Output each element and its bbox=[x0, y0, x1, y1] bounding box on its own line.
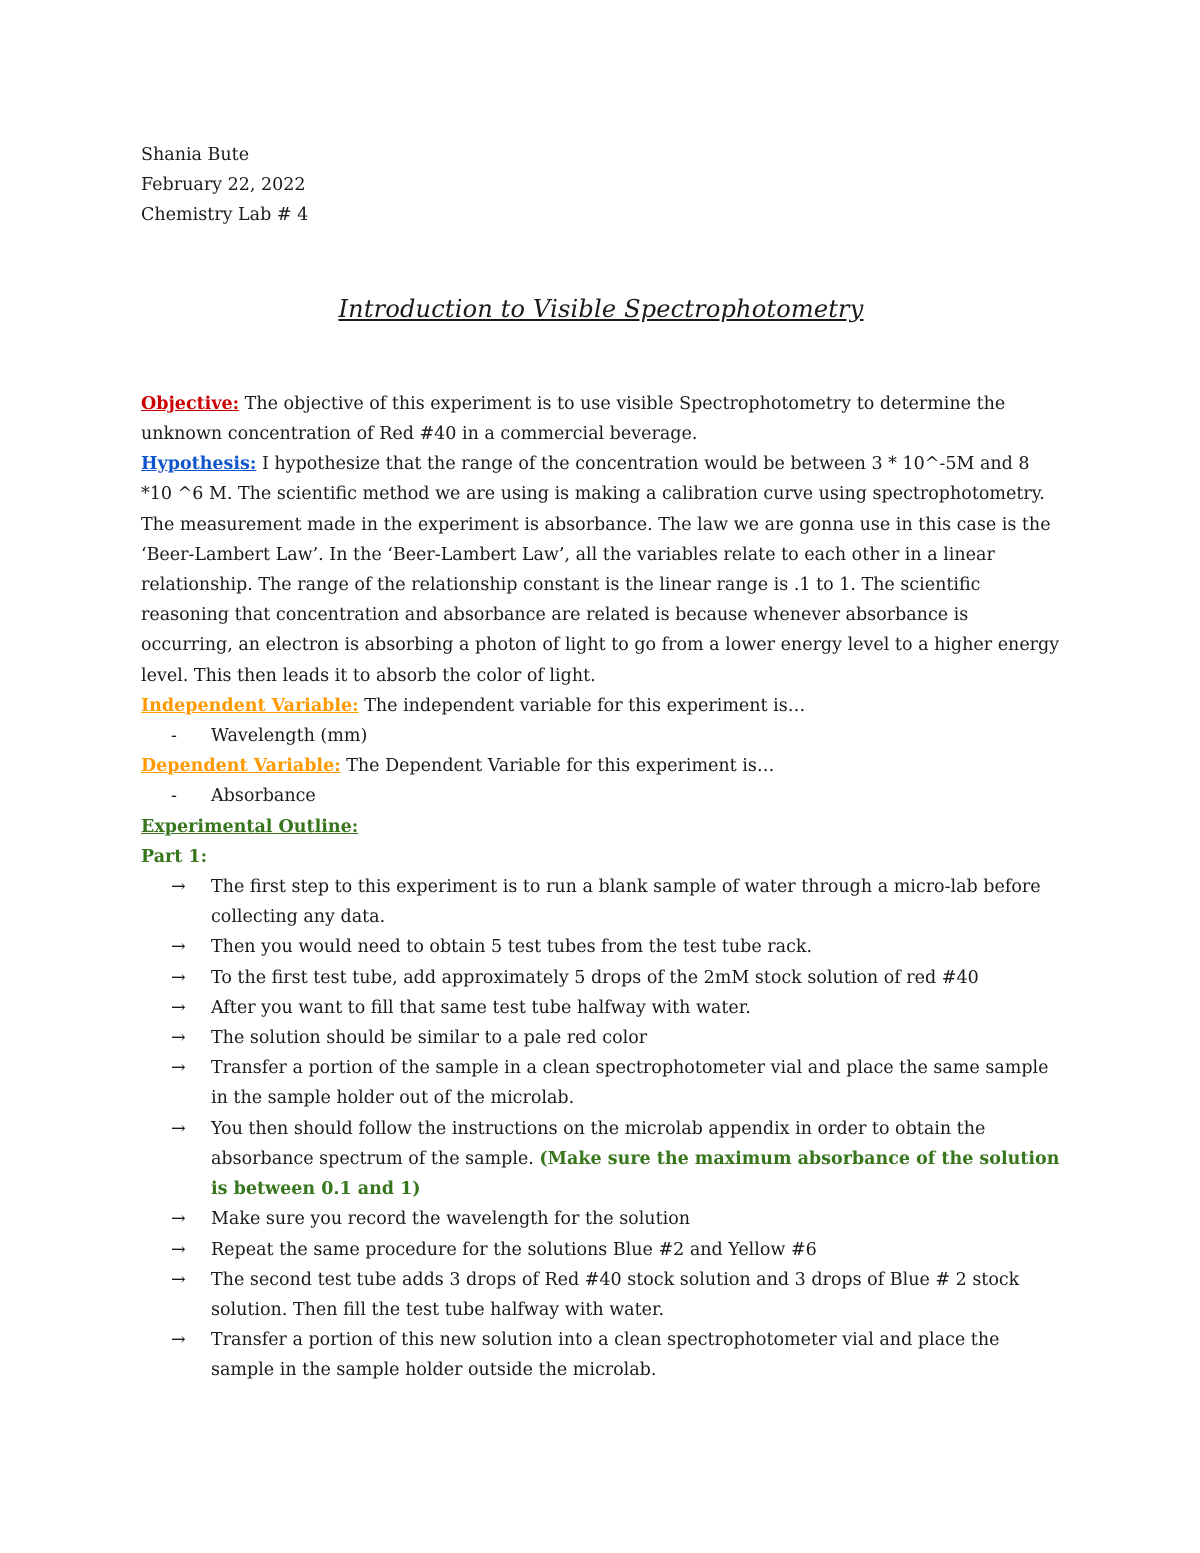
arrow-icon: → bbox=[171, 1118, 186, 1139]
objective-label: Objective: bbox=[141, 393, 240, 414]
objective-paragraph bbox=[141, 389, 1061, 449]
step-text: To the first test tube, add approximately 5 drops of the 2mM stock solution of red #40 bbox=[211, 967, 979, 988]
dependent-variable-text: The Dependent Variable for this experiment is… bbox=[340, 756, 775, 777]
absorbance-range-note: (Make sure the maximum absorbance of the solution is between 0.1 and 1) bbox=[211, 1148, 1060, 1200]
step-text: The first step to this experiment is to run a blank sample of water through a micro-lab before collecting any data. bbox=[211, 877, 1041, 928]
independent-variable-paragraph bbox=[141, 691, 1061, 721]
arrow-icon: → bbox=[171, 967, 186, 988]
list-item bbox=[141, 1325, 1061, 1385]
list-item bbox=[141, 1114, 1061, 1205]
list-item bbox=[141, 721, 1061, 751]
list-item bbox=[141, 781, 1061, 811]
list-item bbox=[141, 963, 1061, 993]
dependent-variable-item: Absorbance bbox=[211, 786, 316, 807]
step-text: The solution should be similar to a pale red color bbox=[211, 1028, 648, 1049]
list-item bbox=[141, 872, 1061, 932]
procedure-steps bbox=[141, 872, 1061, 1385]
report-date: February 22, 2022 bbox=[141, 175, 306, 196]
list-item bbox=[141, 1053, 1061, 1113]
arrow-icon: → bbox=[171, 1330, 186, 1351]
list-item bbox=[141, 993, 1061, 1023]
dependent-variable-paragraph bbox=[141, 751, 1061, 781]
arrow-icon: → bbox=[171, 1269, 186, 1290]
step-text: The second test tube adds 3 drops of Red #40 stock solution and 3 drops of Blue # 2 stock solution. Then fill the test tube halfway with water. bbox=[211, 1269, 1020, 1320]
independent-variable-list bbox=[141, 721, 1061, 751]
dash-marker: - bbox=[171, 726, 177, 747]
document-page bbox=[141, 140, 1061, 1386]
dependent-variable-list bbox=[141, 781, 1061, 811]
arrow-icon: → bbox=[171, 1028, 186, 1049]
arrow-icon: → bbox=[171, 877, 186, 898]
step-text: Make sure you record the wavelength for the solution bbox=[211, 1209, 691, 1230]
arrow-icon: → bbox=[171, 1239, 186, 1260]
experimental-outline-label: Experimental Outline: bbox=[141, 816, 359, 837]
list-item bbox=[141, 1023, 1061, 1053]
course-label: Chemistry Lab # 4 bbox=[141, 205, 309, 226]
independent-variable-item: Wavelength (mm) bbox=[211, 726, 368, 747]
objective-text: The objective of this experiment is to use visible Spectrophotometry to determine the unknown concentration of Red #40 in a commercial beverage. bbox=[141, 393, 1006, 445]
step-text: Transfer a portion of this new solution into a clean spectrophotometer vial and place the sample in the sample holder outside the microlab. bbox=[211, 1330, 1000, 1381]
dependent-variable-label: Dependent Variable: bbox=[141, 756, 341, 777]
arrow-icon: → bbox=[171, 1058, 186, 1079]
arrow-icon: → bbox=[171, 937, 186, 958]
independent-variable-text: The independent variable for this experiment is… bbox=[358, 695, 806, 716]
step-text: Repeat the same procedure for the solutions Blue #2 and Yellow #6 bbox=[211, 1239, 817, 1260]
arrow-icon: → bbox=[171, 1209, 186, 1230]
independent-variable-label: Independent Variable: bbox=[141, 695, 359, 716]
step-text: You then should follow the instructions on the microlab appendix in order to obtain the absorbance spectrum of the sample. bbox=[211, 1118, 986, 1169]
experimental-outline-heading bbox=[141, 812, 1061, 842]
step-text: Transfer a portion of the sample in a clean spectrophotometer vial and place the same sample in the sample holder out of the microlab. bbox=[211, 1058, 1049, 1109]
document-title: Introduction to Visible Spectrophotometry bbox=[338, 294, 864, 323]
list-item bbox=[141, 1204, 1061, 1234]
hypothesis-label: Hypothesis: bbox=[141, 454, 257, 475]
hypothesis-text: I hypothesize that the range of the concentration would be between 3 * 10^-5M and 8 *10 ^6 M. The scientific method we are using is making a calibration curve using spectrophotometry. The measurement made in the experiment is absorbance. The law we are gonna use in this case is the ‘Beer-Lambert Law’. In the ‘Beer-Lambert Law’, all the variables relate to each other in a linear relationship. The range of the relationship constant is the linear range is .1 to 1. The scientific reasoning that concentration and absorbance are related is because whenever absorbance is occurring, an electron is absorbing a photon of light to go from a lower energy level to a higher energy level. This then leads it to absorb the color of light. bbox=[141, 454, 1060, 686]
list-item bbox=[141, 1265, 1061, 1325]
step-text: After you want to fill that same test tube halfway with water. bbox=[211, 997, 751, 1018]
hypothesis-paragraph bbox=[141, 449, 1061, 691]
author-name: Shania Bute bbox=[141, 145, 250, 165]
arrow-icon: → bbox=[171, 997, 186, 1018]
list-item bbox=[141, 1235, 1061, 1265]
step-text: Then you would need to obtain 5 test tubes from the test tube rack. bbox=[211, 937, 813, 958]
list-item bbox=[141, 932, 1061, 962]
dash-marker: - bbox=[171, 786, 177, 807]
part-1-label: Part 1: bbox=[141, 846, 208, 867]
